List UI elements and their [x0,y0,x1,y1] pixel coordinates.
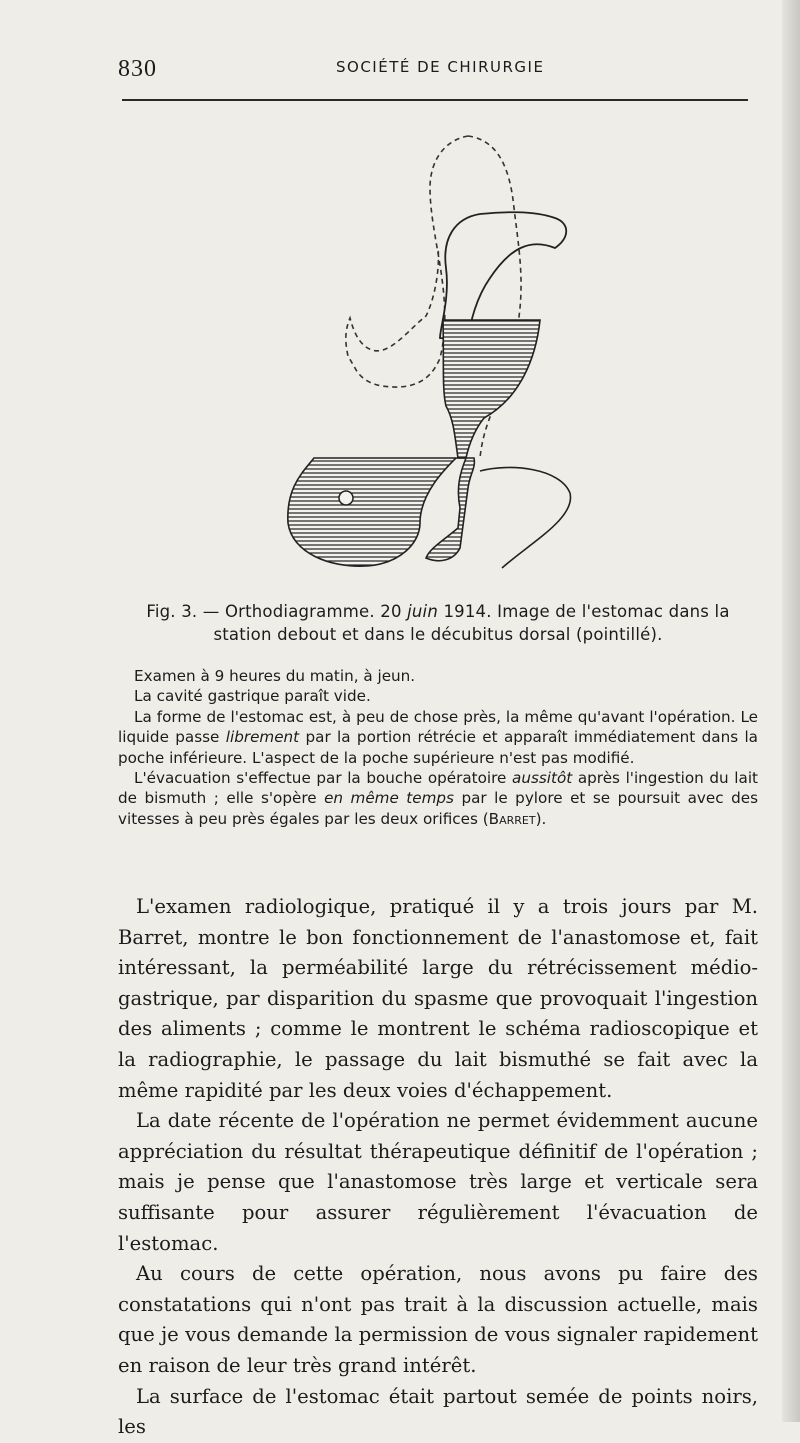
body-paragraph-2: La date récente de l'opération ne permet évidemment aucune appréciation du résultat thérapeutique définitif de l'opération ; mais je pense que l'anastomose très large et verticale sera suffisante pour assurer régulièrement l'évacuation de l'estomac. [118,1109,758,1255]
caption-text-2: 1914. Image de l'estomac dans la station debout et dans le décubitus dorsal (pointillé). [213,602,730,644]
caption-text-1: Orthodiagramme. 20 [224,602,408,621]
lower-pouch-fill [288,458,475,566]
figure-notes [118,666,758,829]
page-edge [782,0,800,1422]
note-3-part-b: par la portion rétrécie et apparaît immédiatement dans la poche inférieure. L'aspect de la poche supérieure n'est pas modifié. [118,728,758,767]
right-curve-outline [480,467,571,568]
note-paragraph-2: La cavité gastrique paraît vide. [134,687,371,706]
figure-caption [118,600,758,646]
body-paragraph-1: L'examen radiologique, pratiqué il y a trois jours par M. Barret, montre le bon fonctionnement de l'anastomose et, fait intéressant, la perméabilité large du rétrécissement médio-gastrique, par disparition du spasme que provoquait l'ingestion des aliments ; comme le montrent le schéma radioscopique et la radiographie, le passage du lait bismuthé se fait avec la même rapidité par les deux voies d'échappement. [118,895,758,1102]
caption-italic: juin [407,602,438,621]
caption-label: Fig. 3. [146,602,198,621]
body-paragraph-3: Au cours de cette opération, nous avons pu faire des constatations qui n'ont pas trait à la discussion actuelle, mais que je vous demande la permission de vous signaler rapidement en raison de leur très grand intérêt. [118,1262,758,1377]
note-paragraph-3 [118,707,758,768]
page-number: 830 [118,56,157,82]
header-rule [122,99,748,101]
note-3-italic: librement [225,728,300,747]
orthodiagram-figure [270,128,600,588]
body-text [118,892,758,1443]
upper-pouch-fill [443,320,540,458]
note-paragraph-4 [118,768,758,829]
note-4-part-d: ). [535,809,547,828]
note-paragraph-1: Examen à 9 heures du matin, à jeun. [134,667,416,685]
note-4-part-c: par le pylore et se poursuit avec des vitesses à peu près égales par les deux orifices ( [118,789,758,828]
note-4-italic-1: aussitôt [512,769,573,788]
note-4-italic-2: en même temps [324,789,454,808]
body-paragraph-4: La surface de l'estomac était partout semée de points noirs, les [118,1384,758,1439]
note-4-part-b: après l'ingestion du lait de bismuth ; elle s'opère [118,769,759,808]
page-header [118,52,748,82]
pylorus-circle [339,491,353,505]
note-4-part-a: L'évacuation s'effectue par la bouche opératoire [134,769,513,788]
note-4-author: Barret [488,809,536,828]
caption-dash: — [197,602,225,621]
running-title: SOCIÉTÉ DE CHIRURGIE [336,58,545,76]
note-3-part-a: La forme de l'estomac est, à peu de chose près, la même qu'avant l'opération. Le liquide passe [118,707,758,747]
